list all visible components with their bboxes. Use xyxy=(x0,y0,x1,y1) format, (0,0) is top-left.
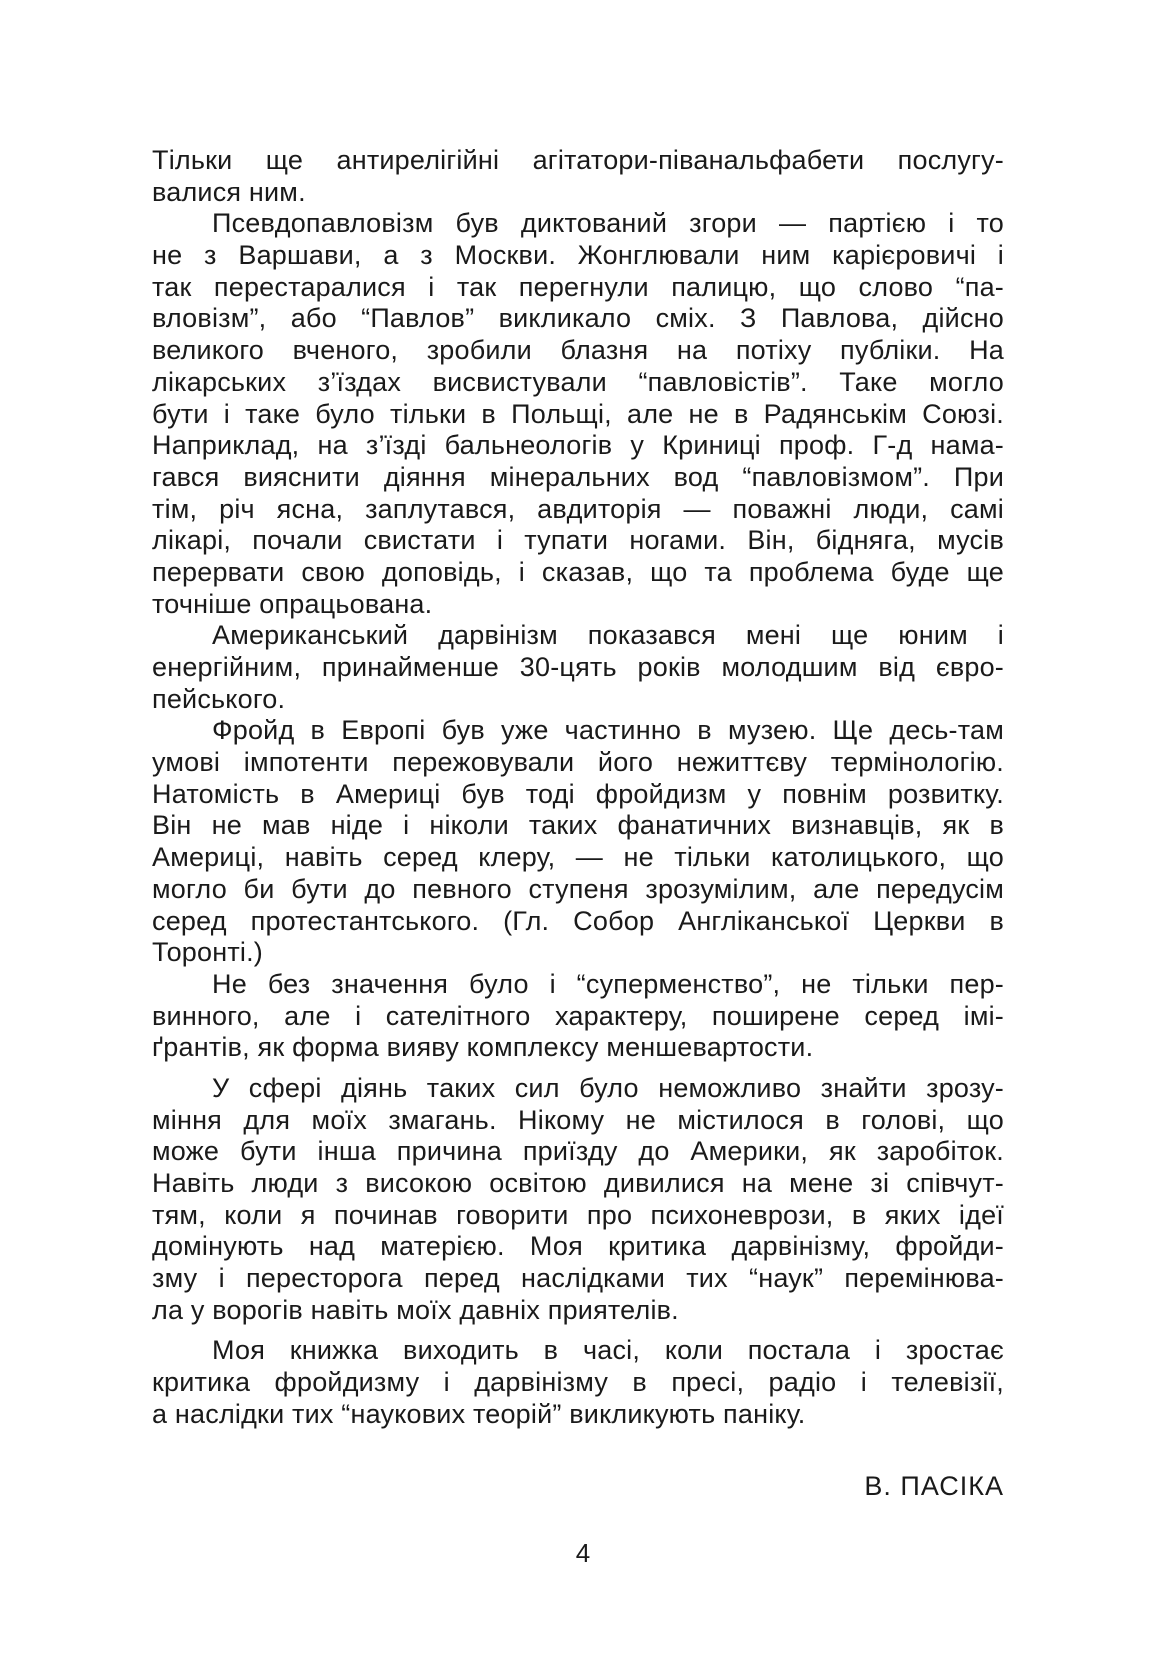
text-line: Американський дарвінізм показався мені ще юним і xyxy=(212,620,1004,651)
text-line: міння для моїх змагань. Нікому не містилося в голові, що xyxy=(152,1104,1004,1135)
paragraph-gap xyxy=(152,1326,1004,1335)
text-line: пейського. xyxy=(152,683,286,714)
text-line: Наприклад, на з’їзді бальнеологів у Криниці проф. Г-д нама- xyxy=(152,430,1004,461)
text-line: Тільки ще антирелігійні агітатори-піванальфабети послугу- xyxy=(152,145,1004,175)
text-line: зму і пересторога перед наслідками тих “наук” перемінюва- xyxy=(152,1263,1004,1294)
page-number: 4 xyxy=(575,1538,591,1568)
text-line: тям, коли я починав говорити про психоневрози, в яких ідеї xyxy=(152,1199,1004,1230)
text-line: Торонті.) xyxy=(152,937,263,968)
text-line: винного, але і сателітного характеру, поширене серед імі- xyxy=(152,1000,1004,1031)
text-line: серед протестантського. (Гл. Собор Англіканської Церкви в xyxy=(152,905,1004,936)
text-line: перервати свою доповідь, і сказав, що та проблема буде ще xyxy=(152,556,1004,587)
text-line: лікарі, почали свистати і тупати ногами. Він, бідняга, мусів xyxy=(152,525,1004,556)
text-line: Америці, навіть серед клеру, — не тільки католицького, що xyxy=(152,842,1004,873)
text-line: бути і таке було тільки в Польщі, але не в Радянськім Союзі. xyxy=(152,398,1004,429)
text-line: енергійним, принайменше 30-цять років молодшим від євро- xyxy=(152,652,1004,682)
text-line: У сфері діянь таких сил було неможливо знайти зрозу- xyxy=(212,1072,1004,1103)
text-line: не з Варшави, а з Москви. Жонглювали ним карієровичі і xyxy=(152,240,1004,271)
body-text xyxy=(152,145,1004,1431)
author-signature: В. ПАСІКА xyxy=(864,1471,1004,1501)
text-line: умові імпотенти пережовували його нежиттєву термінологію. xyxy=(152,747,1004,778)
text-line: Натомість в Америці був тоді фройдизм у повнім розвитку. xyxy=(152,778,1004,809)
text-line: ла у ворогів навіть моїх давніх приятелів. xyxy=(152,1294,679,1325)
text-line: точніше опрацьована. xyxy=(152,588,433,619)
text-line: ґрантів, як форма вияву комплексу меншевартости. xyxy=(152,1032,814,1063)
text-line: великого вченого, зробили блазня на потіху публіки. На xyxy=(152,335,1004,366)
text-line: гався вияснити діяння мінеральних вод “павловізмом”. При xyxy=(152,461,1004,492)
text-line: Він не мав ніде і ніколи таких фанатичних визнавців, як в xyxy=(152,810,1004,841)
text-line: так перестаралися і так перегнули палицю, що слово “па- xyxy=(152,271,1004,302)
text-line: Навіть люди з високою освітою дивилися на мене зі співчут- xyxy=(152,1168,1004,1198)
text-line: може бути інша причина приїзду до Америки, як заробіток. xyxy=(152,1136,1004,1167)
text-line: домінують над матерією. Моя критика дарвінізму, фройди- xyxy=(152,1231,1004,1262)
text-line: Фройд в Европі був уже частинно в музею. Ще десь-там xyxy=(212,715,1004,746)
text-line: тім, річ ясна, заплутався, авдиторія — поважні люди, самі xyxy=(152,493,1004,524)
text-line: а наслідки тих “наукових теорій” викликують паніку. xyxy=(152,1398,806,1429)
text-line: Моя книжка виходить в часі, коли постала і зростає xyxy=(212,1335,1004,1366)
text-line: Не без значення було і “суперменство”, не тільки пер- xyxy=(212,968,1004,999)
text-line: вловізм”, або “Павлов” викликало сміх. З Павлова, дійсно xyxy=(152,303,1004,334)
text-line: Псевдопавловізм був диктований згори — партією і то xyxy=(212,208,1004,239)
paragraph-gap xyxy=(152,1064,1004,1073)
text-line: критика фройдизму і дарвінізму в пресі, радіо і телевізії, xyxy=(152,1367,1004,1398)
text-line: лікарських з’їздах висвистували “павловістів”. Таке могло xyxy=(152,366,1004,397)
text-line: могло би бути до певного ступеня зрозумілим, але передусім xyxy=(152,873,1004,904)
text-line: валися ним. xyxy=(152,176,306,207)
